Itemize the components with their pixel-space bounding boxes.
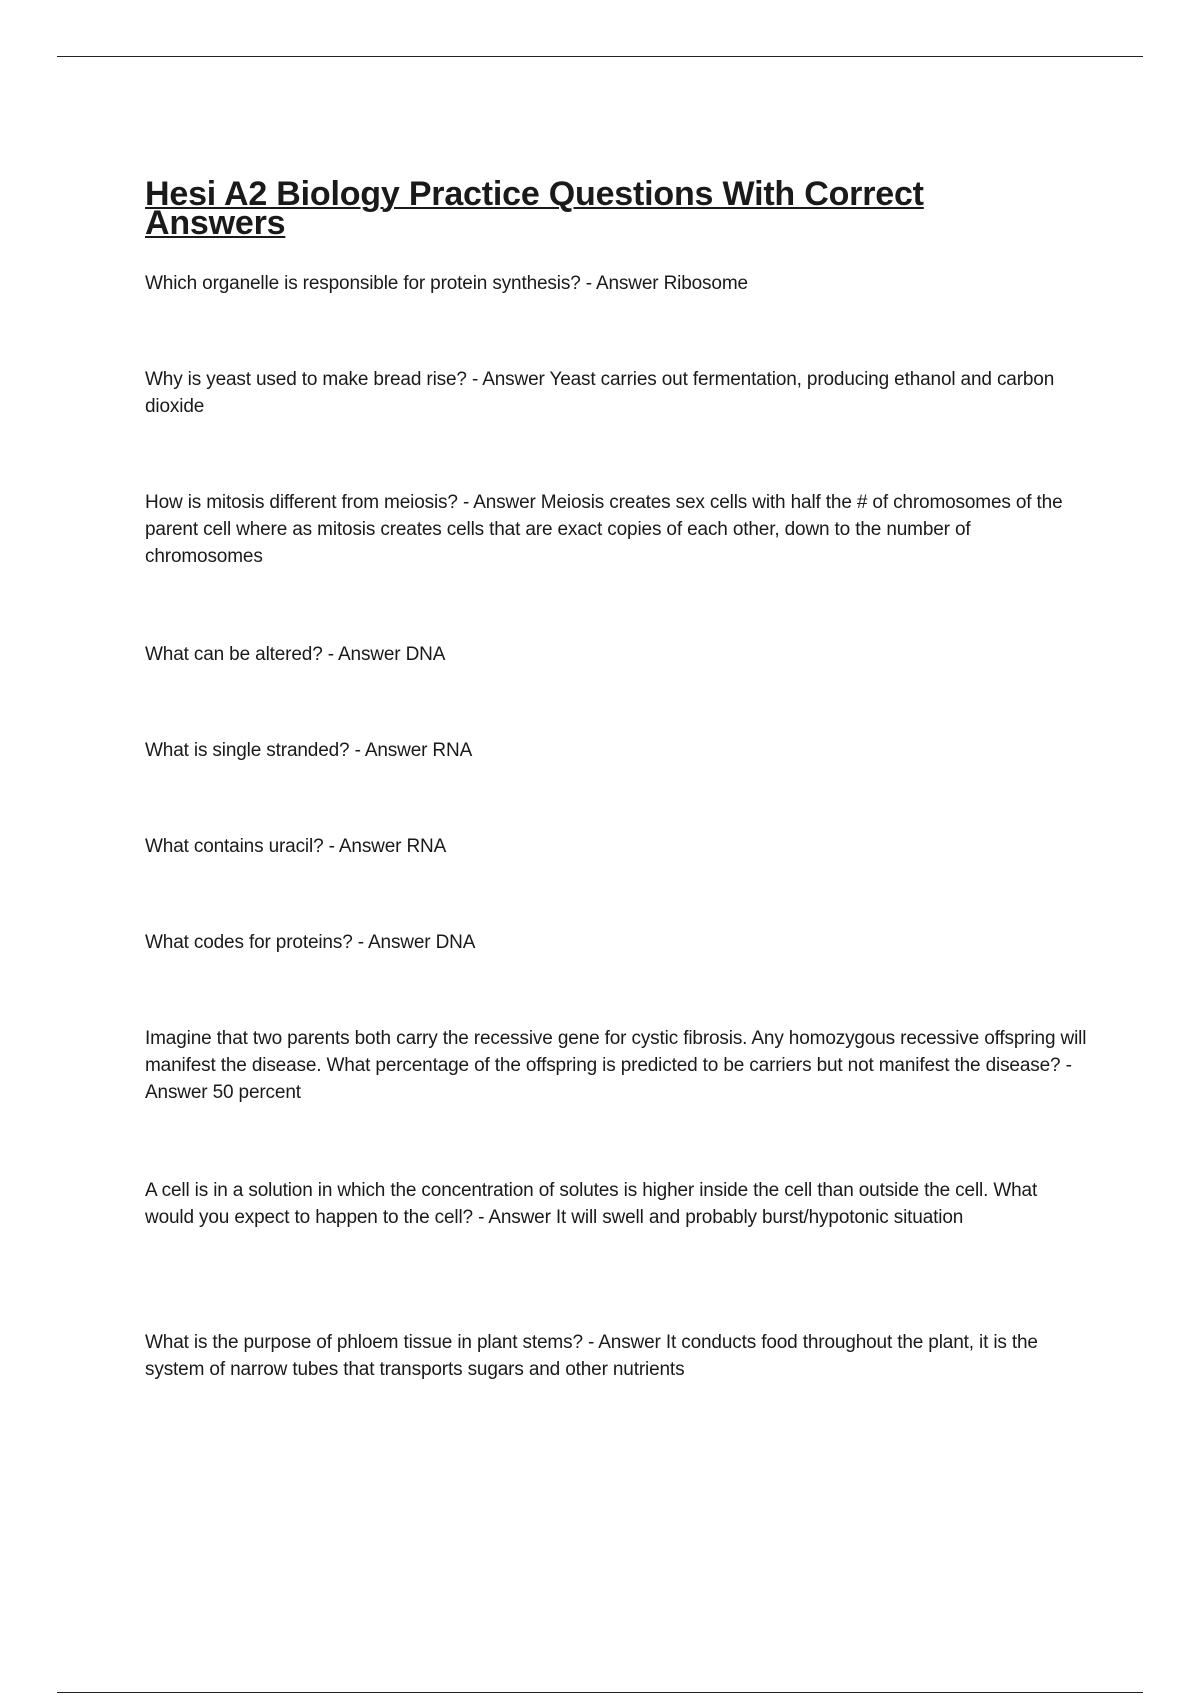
qa-item-5: What is single stranded? - Answer RNA [145, 740, 473, 761]
qa-item-9: A cell is in a solution in which the concentration of solutes is higher inside the cell than outside the cell. What would you expect to happen to the cell? - Answer It will swell and probably burst/hypotonic situation [145, 1180, 1038, 1228]
header-rule [57, 56, 1143, 57]
footer-rule [57, 1692, 1143, 1693]
qa-item-6: What contains uracil? - Answer RNA [145, 836, 447, 857]
qa-item-2: Why is yeast used to make bread rise? - Answer Yeast carries out fermentation, producing ethanol and carbon dioxide [145, 369, 1055, 417]
qa-item-3: How is mitosis different from meiosis? - Answer Meiosis creates sex cells with half the # of chromosomes of the parent cell where as mitosis creates cells that are exact copies of each other, down to the number of chromosomes [145, 492, 1063, 567]
qa-item-10: What is the purpose of phloem tissue in plant stems? - Answer It conducts food throughout the plant, it is the system of narrow tubes that transports sugars and other nutrients [145, 1332, 1038, 1380]
qa-item-4: What can be altered? - Answer DNA [145, 644, 446, 665]
document-title: Hesi A2 Biology Practice Questions With Correct Answers [145, 175, 924, 242]
qa-item-8: Imagine that two parents both carry the recessive gene for cystic fibrosis. Any homozygous recessive offspring will manifest the disease. What percentage of the offspring is predicted to be carriers but not manifest the disease? - Answer 50 percent [145, 1028, 1087, 1103]
qa-item-7: What codes for proteins? - Answer DNA [145, 932, 476, 953]
qa-item-1: Which organelle is responsible for protein synthesis? - Answer Ribosome [145, 273, 748, 294]
document-body [145, 175, 1090, 1380]
